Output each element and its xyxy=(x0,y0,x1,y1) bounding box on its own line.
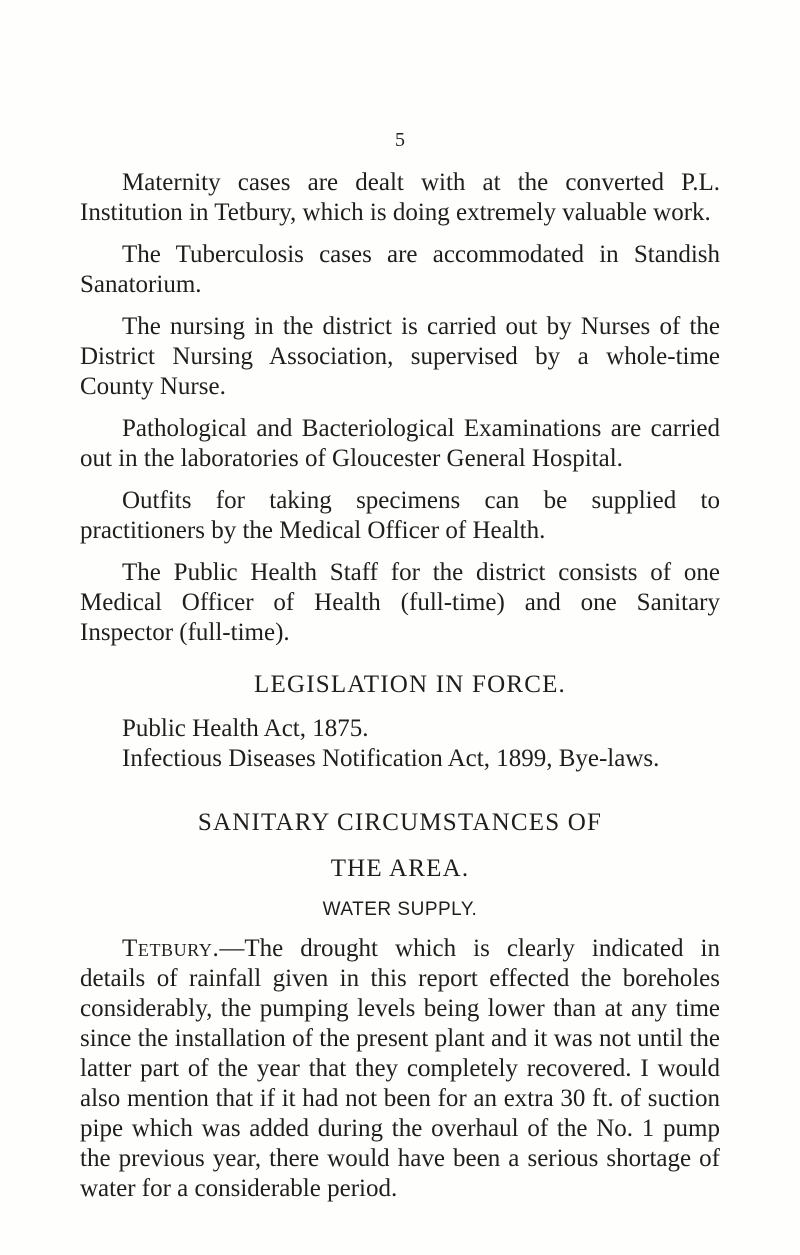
paragraph-outfits: Outfits for taking specimens can be supplied to practitioners by the Medical Officer of Health. xyxy=(80,487,720,544)
paragraph-maternity: Maternity cases are dealt with at the converted P.L. Institution in Tetbury, which is doing extremely valuable work. xyxy=(80,169,720,226)
legislation-heading: LEGISLATION IN FORCE. xyxy=(254,671,566,698)
paragraph-nursing: The nursing in the district is carried out by Nurses of the District Nursing Association, supervised by a whole-time County Nurse. xyxy=(80,313,720,400)
sanitary-heading-line1: SANITARY CIRCUMSTANCES OF xyxy=(197,809,603,836)
paragraph-pathology: Pathological and Bacteriological Examinations are carried out in the laboratories of Gloucester General Hospital. xyxy=(80,415,720,472)
water-supply-subheading: WATER SUPPLY. xyxy=(322,899,478,920)
paragraph-staff: The Public Health Staff for the district consists of one Medical Officer of Health (full-time) and one Sanitary Inspector (full-time). xyxy=(80,559,720,646)
paragraph-tuberculosis: The Tuberculosis cases are accommodated in Standish Sanatorium. xyxy=(80,241,720,298)
legislation-item: Infectious Diseases Notification Act, 1899, Bye-laws. xyxy=(122,745,660,772)
legislation-item: Public Health Act, 1875. xyxy=(122,715,369,742)
lead-in-tetbury: Tetbury. xyxy=(122,935,220,962)
page-content xyxy=(80,168,720,1216)
sanitary-heading-line2: THE AREA. xyxy=(330,855,470,882)
paragraph-water-supply xyxy=(80,934,720,1204)
water-supply-body: —The drought which is clearly indicated in details of rainfall given in this report effected the boreholes considerably, the pumping levels being lower than at any time since the installation of the present plant and it was not until the latter part of the year that they completely recovered. I would also mention that if it had not been for an extra 30 ft. of suction pipe which was added during the overhaul of the No. 1 pump the previous year, there would have been a serious shortage of water for a considerable period. xyxy=(80,935,720,1202)
page-number: 5 xyxy=(395,129,405,151)
